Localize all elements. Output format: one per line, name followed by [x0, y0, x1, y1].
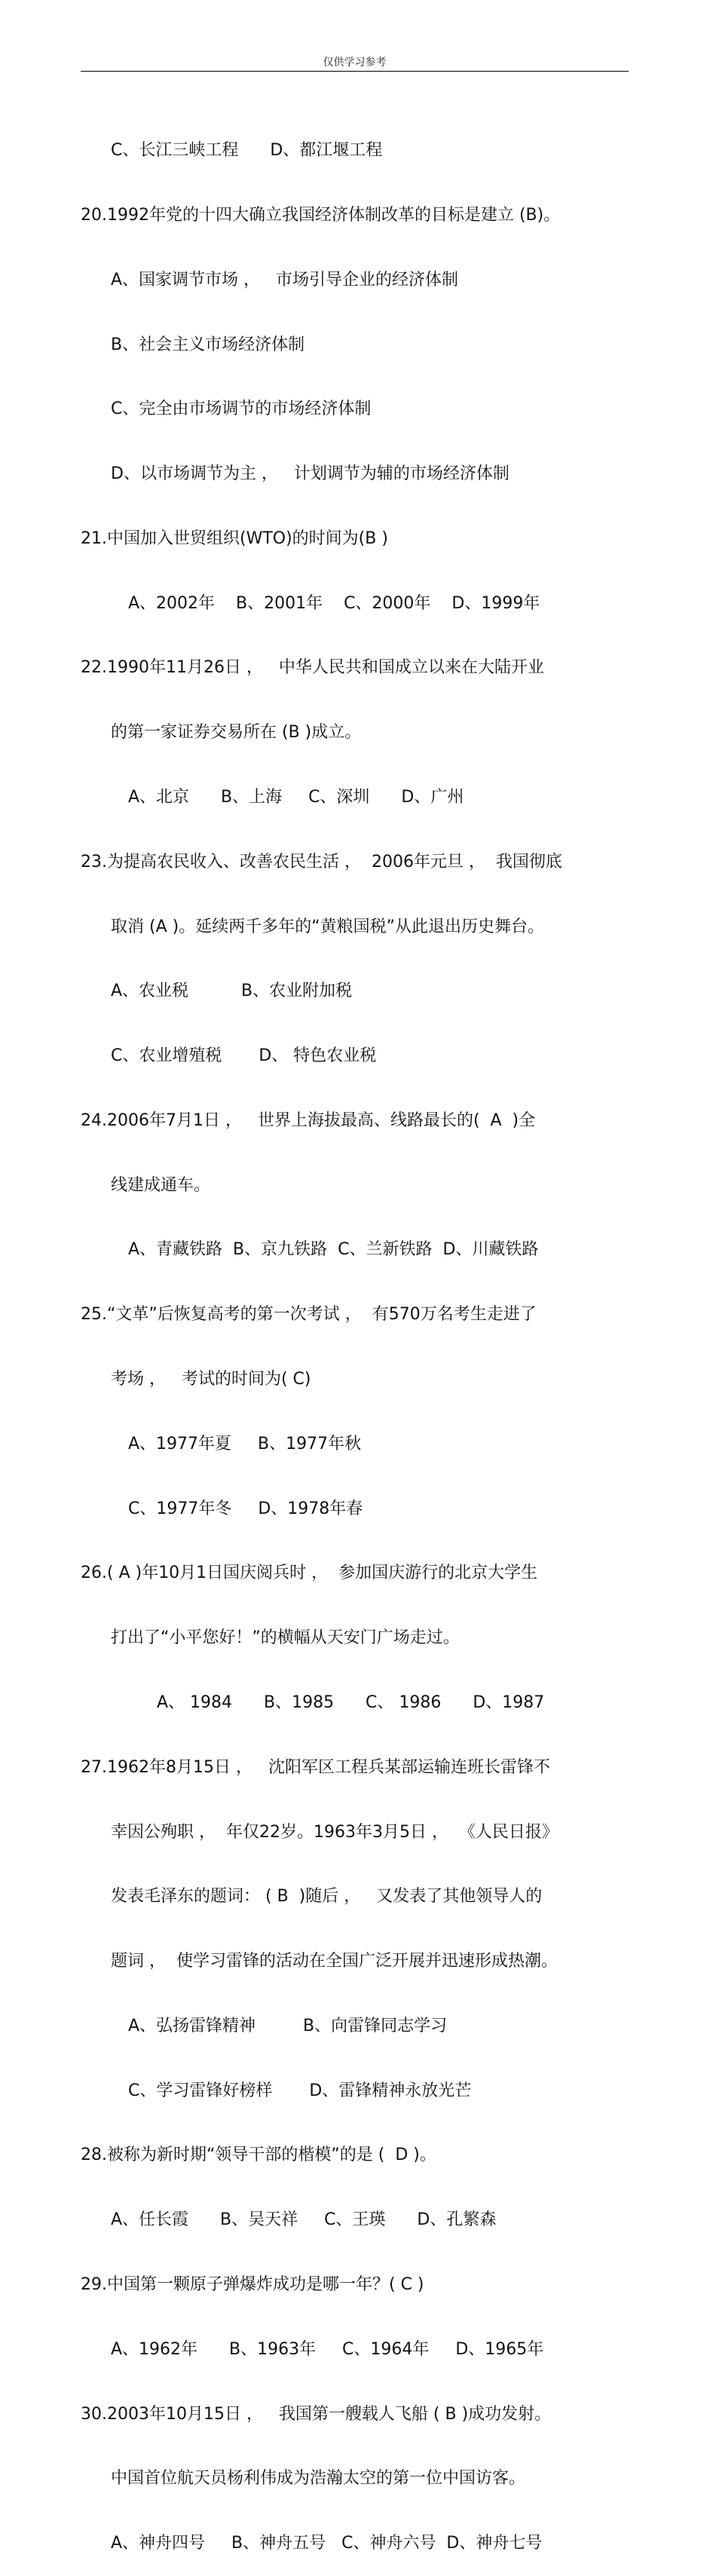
- question-20: 20.1992年党的十四大确立我国经济体制改革的目标是建立 (B)。: [81, 205, 561, 225]
- question-28: 28.被称为新时期“领导干部的楷模”的是 ( D )。: [81, 2146, 436, 2165]
- question-list: [81, 97, 638, 2576]
- header-divider: [81, 71, 629, 72]
- option-line: B、社会主义市场经济体制: [111, 335, 305, 354]
- question-30: 30.2003年10月15日 ， 我国第一艘载人飞船 ( B )成功发射。: [81, 2404, 552, 2424]
- question-continuation: 幸因公殉职 ， 年仅22岁。1963年3月5日 ， 《人民日报》: [111, 1822, 558, 1842]
- option-line: C、1977年冬 D、1978年春: [128, 1499, 363, 1518]
- question-26: 26.( A )年10月1日国庆阅兵时 ， 参加国庆游行的北京大学生: [81, 1564, 538, 1583]
- option-line: A、北京 B、上海 C、深圳 D、广州: [128, 788, 464, 807]
- option-line: A、青藏铁路 B、京九铁路 C、兰新铁路 D、川藏铁路: [128, 1240, 539, 1260]
- question-continuation: 考场 ， 考试的时间为( C): [111, 1370, 311, 1389]
- question-continuation: 题词 ， 使学习雷锋的活动在全国广泛开展并迅速形成热潮。: [111, 1952, 558, 1971]
- option-line: A、农业税 B、农业附加税: [111, 982, 353, 1001]
- option-line: C、长江三峡工程 D、都江堰工程: [111, 141, 383, 161]
- option-line: A、神舟四号 B、神舟五号 C、神舟六号 D、神舟七号: [111, 2534, 543, 2553]
- option-line: A、1962年 B、1963年 C、1964年 D、1965年: [111, 2339, 544, 2359]
- question-continuation: 取消 (A )。延续两千多年的“黄粮国税”从此退出历史舞台。: [111, 917, 544, 936]
- option-line: C、完全由市场调节的市场经济体制: [111, 400, 372, 419]
- question-22: 22.1990年11月26日 ， 中华人民共和国成立以来在大陆开业: [81, 658, 544, 678]
- option-line: A、2002年 B、2001年 C、2000年 D、1999年: [128, 593, 540, 613]
- question-27: 27.1962年8月15日 ， 沈阳军区工程兵某部运输连班长雷锋不: [81, 1757, 550, 1777]
- option-line: A、国家调节市场 ， 市场引导企业的经济体制: [111, 270, 459, 289]
- option-line: C、学习雷锋好榜样 D、雷锋精神永放光芒: [128, 2081, 472, 2100]
- question-continuation: 中国首位航天员杨利伟成为浩瀚太空的第一位中国访客。: [111, 2469, 526, 2489]
- question-continuation: 打出了“小平您好！”的横幅从天安门广场走过。: [111, 1628, 460, 1648]
- question-continuation: 发表毛泽东的题词： ( B )随后 ， 又发表了其他领导人的: [111, 1887, 543, 1907]
- question-21: 21.中国加入世贸组织(WTO)的时间为(B ): [81, 528, 388, 548]
- question-continuation: 的第一家证券交易所在 (B )成立。: [111, 723, 362, 743]
- question-continuation: 线建成通车。: [111, 1175, 211, 1195]
- question-25: 25.“文革”后恢复高考的第一次考试 ， 有570万名考生走进了: [81, 1305, 537, 1325]
- option-line: A、 1984 B、1985 C、 1986 D、1987: [157, 1692, 545, 1712]
- question-23: 23.为提高农民收入、改善农民生活 ， 2006年元旦 ， 我国彻底: [81, 852, 562, 871]
- option-line: A、1977年夏 B、1977年秋: [128, 1434, 362, 1453]
- option-line: D、以市场调节为主 ， 计划调节为辅的市场经济体制: [111, 464, 509, 484]
- option-line: C、农业增殖税 D、 特色农业税: [111, 1046, 377, 1066]
- option-line: A、弘扬雷锋精神 B、向雷锋同志学习: [128, 2016, 448, 2035]
- question-24: 24.2006年7月1日 ， 世界上海拔最高、线路最长的( A )全: [81, 1110, 536, 1130]
- page-header: 仅供学习参考: [323, 57, 387, 69]
- option-line: A、任长霞 B、吴天祥 C、王瑛 D、孔繁森: [111, 2210, 497, 2230]
- question-29: 29.中国第一颗原子弹爆炸成功是哪一年？( C ): [81, 2274, 424, 2294]
